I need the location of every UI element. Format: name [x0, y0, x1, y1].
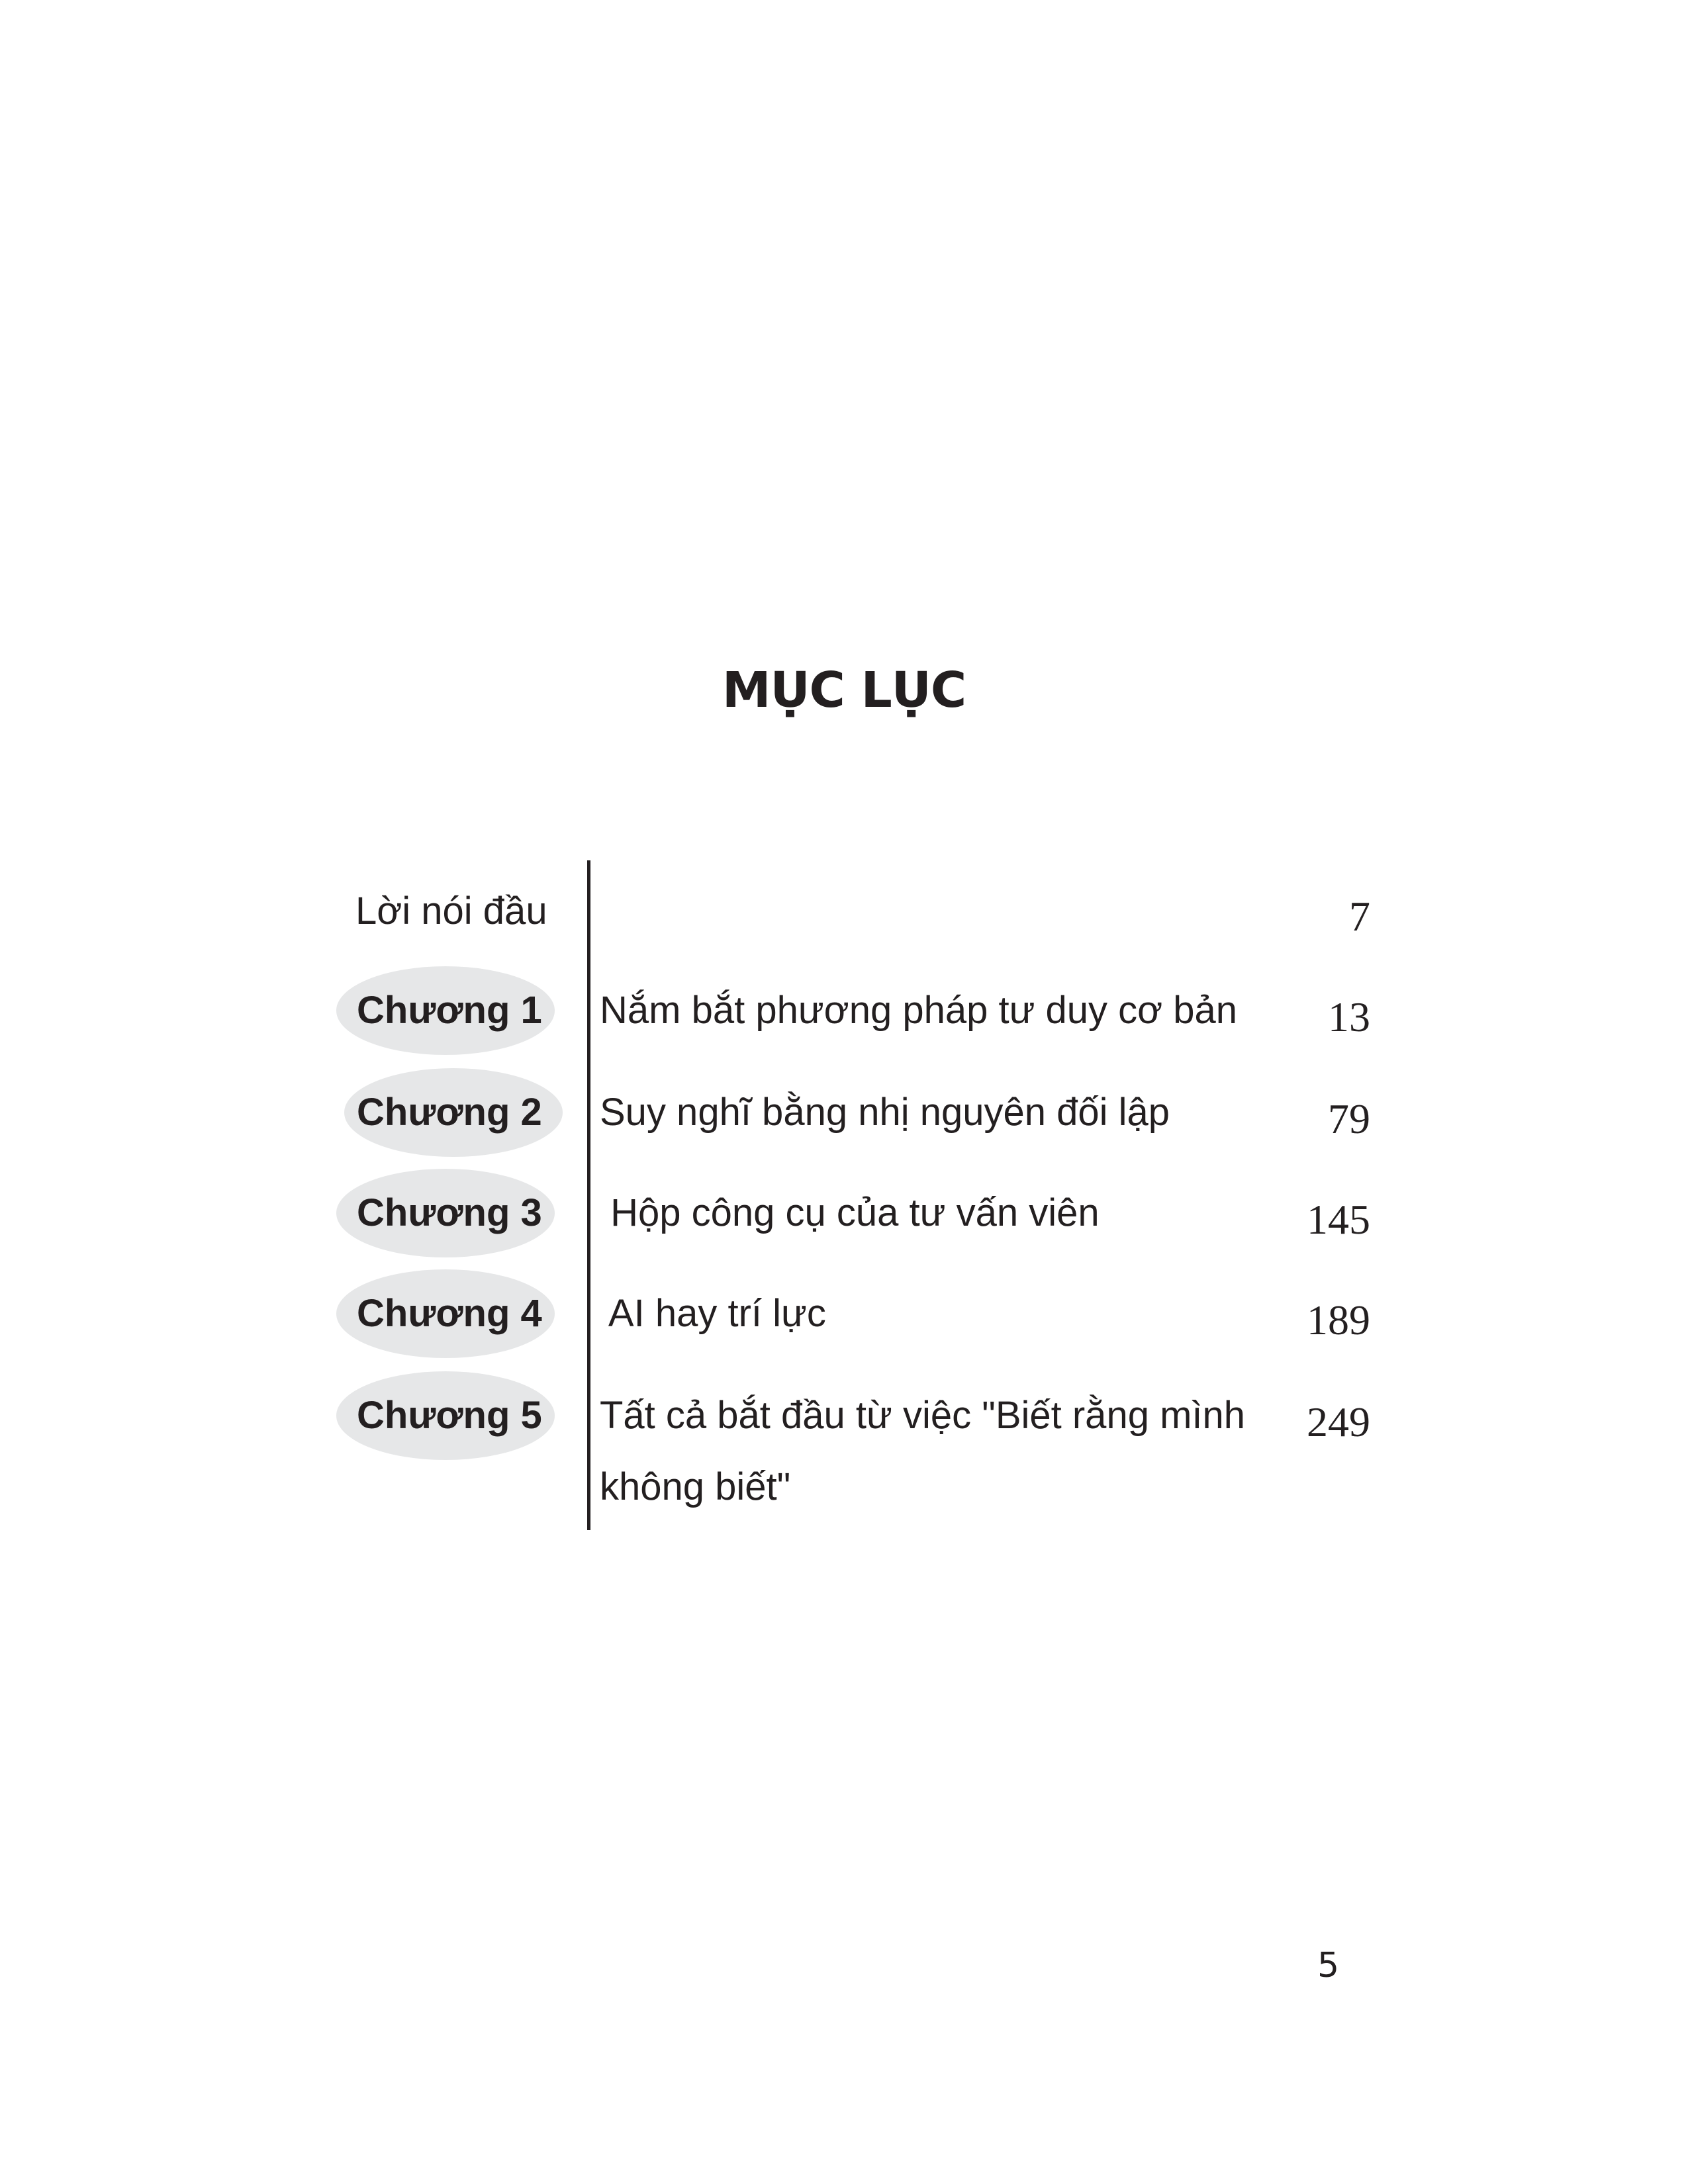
chapter-3-page-number: 145	[1307, 1196, 1370, 1243]
chapter-2-label: Chương 2	[357, 1091, 542, 1134]
chapter-4-title: AI hay trí lực	[600, 1292, 826, 1335]
column-divider	[587, 860, 590, 1530]
chapter-2-title: Suy nghĩ bằng nhị nguyên đối lập	[600, 1091, 1170, 1134]
page-number: 5	[1317, 1946, 1340, 1985]
chapter-4-page-number: 189	[1307, 1297, 1370, 1343]
chapter-2-page-number: 79	[1328, 1095, 1370, 1142]
chapter-3-label: Chương 3	[357, 1191, 542, 1234]
chapter-5-page-number: 249	[1307, 1398, 1370, 1445]
chapter-3-title: Hộp công cụ của tư vấn viên	[600, 1191, 1100, 1234]
chapter-5-title: Tất cả bắt đầu từ việc "Biết rằng mình không biết"	[600, 1394, 1246, 1508]
chapter-1-title: Nắm bắt phương pháp tư duy cơ bản	[600, 989, 1238, 1032]
chapter-1-label: Chương 1	[357, 989, 542, 1032]
chapter-4-label: Chương 4	[357, 1292, 542, 1335]
preface-label: Lời nói đầu	[355, 889, 547, 933]
preface-page-number: 7	[1349, 893, 1370, 940]
chapter-1-page-number: 13	[1328, 993, 1370, 1040]
chapter-5-label: Chương 5	[357, 1394, 542, 1437]
page-title: MỤC LỤC	[722, 662, 966, 719]
